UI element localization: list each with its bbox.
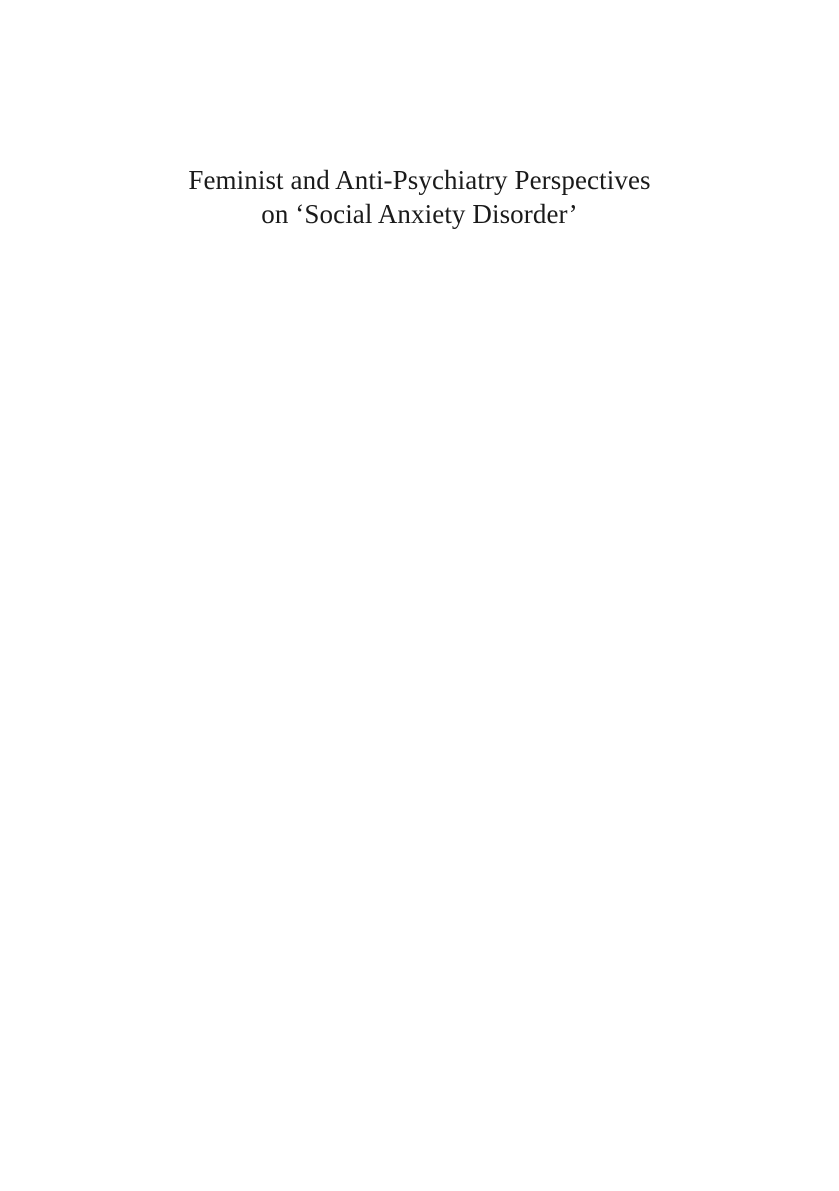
half-title-line-2: on ‘Social Anxiety Disorder’ (261, 199, 578, 229)
half-title-line-1: Feminist and Anti-Psychiatry Perspectives (188, 165, 651, 195)
half-title (0, 163, 839, 231)
